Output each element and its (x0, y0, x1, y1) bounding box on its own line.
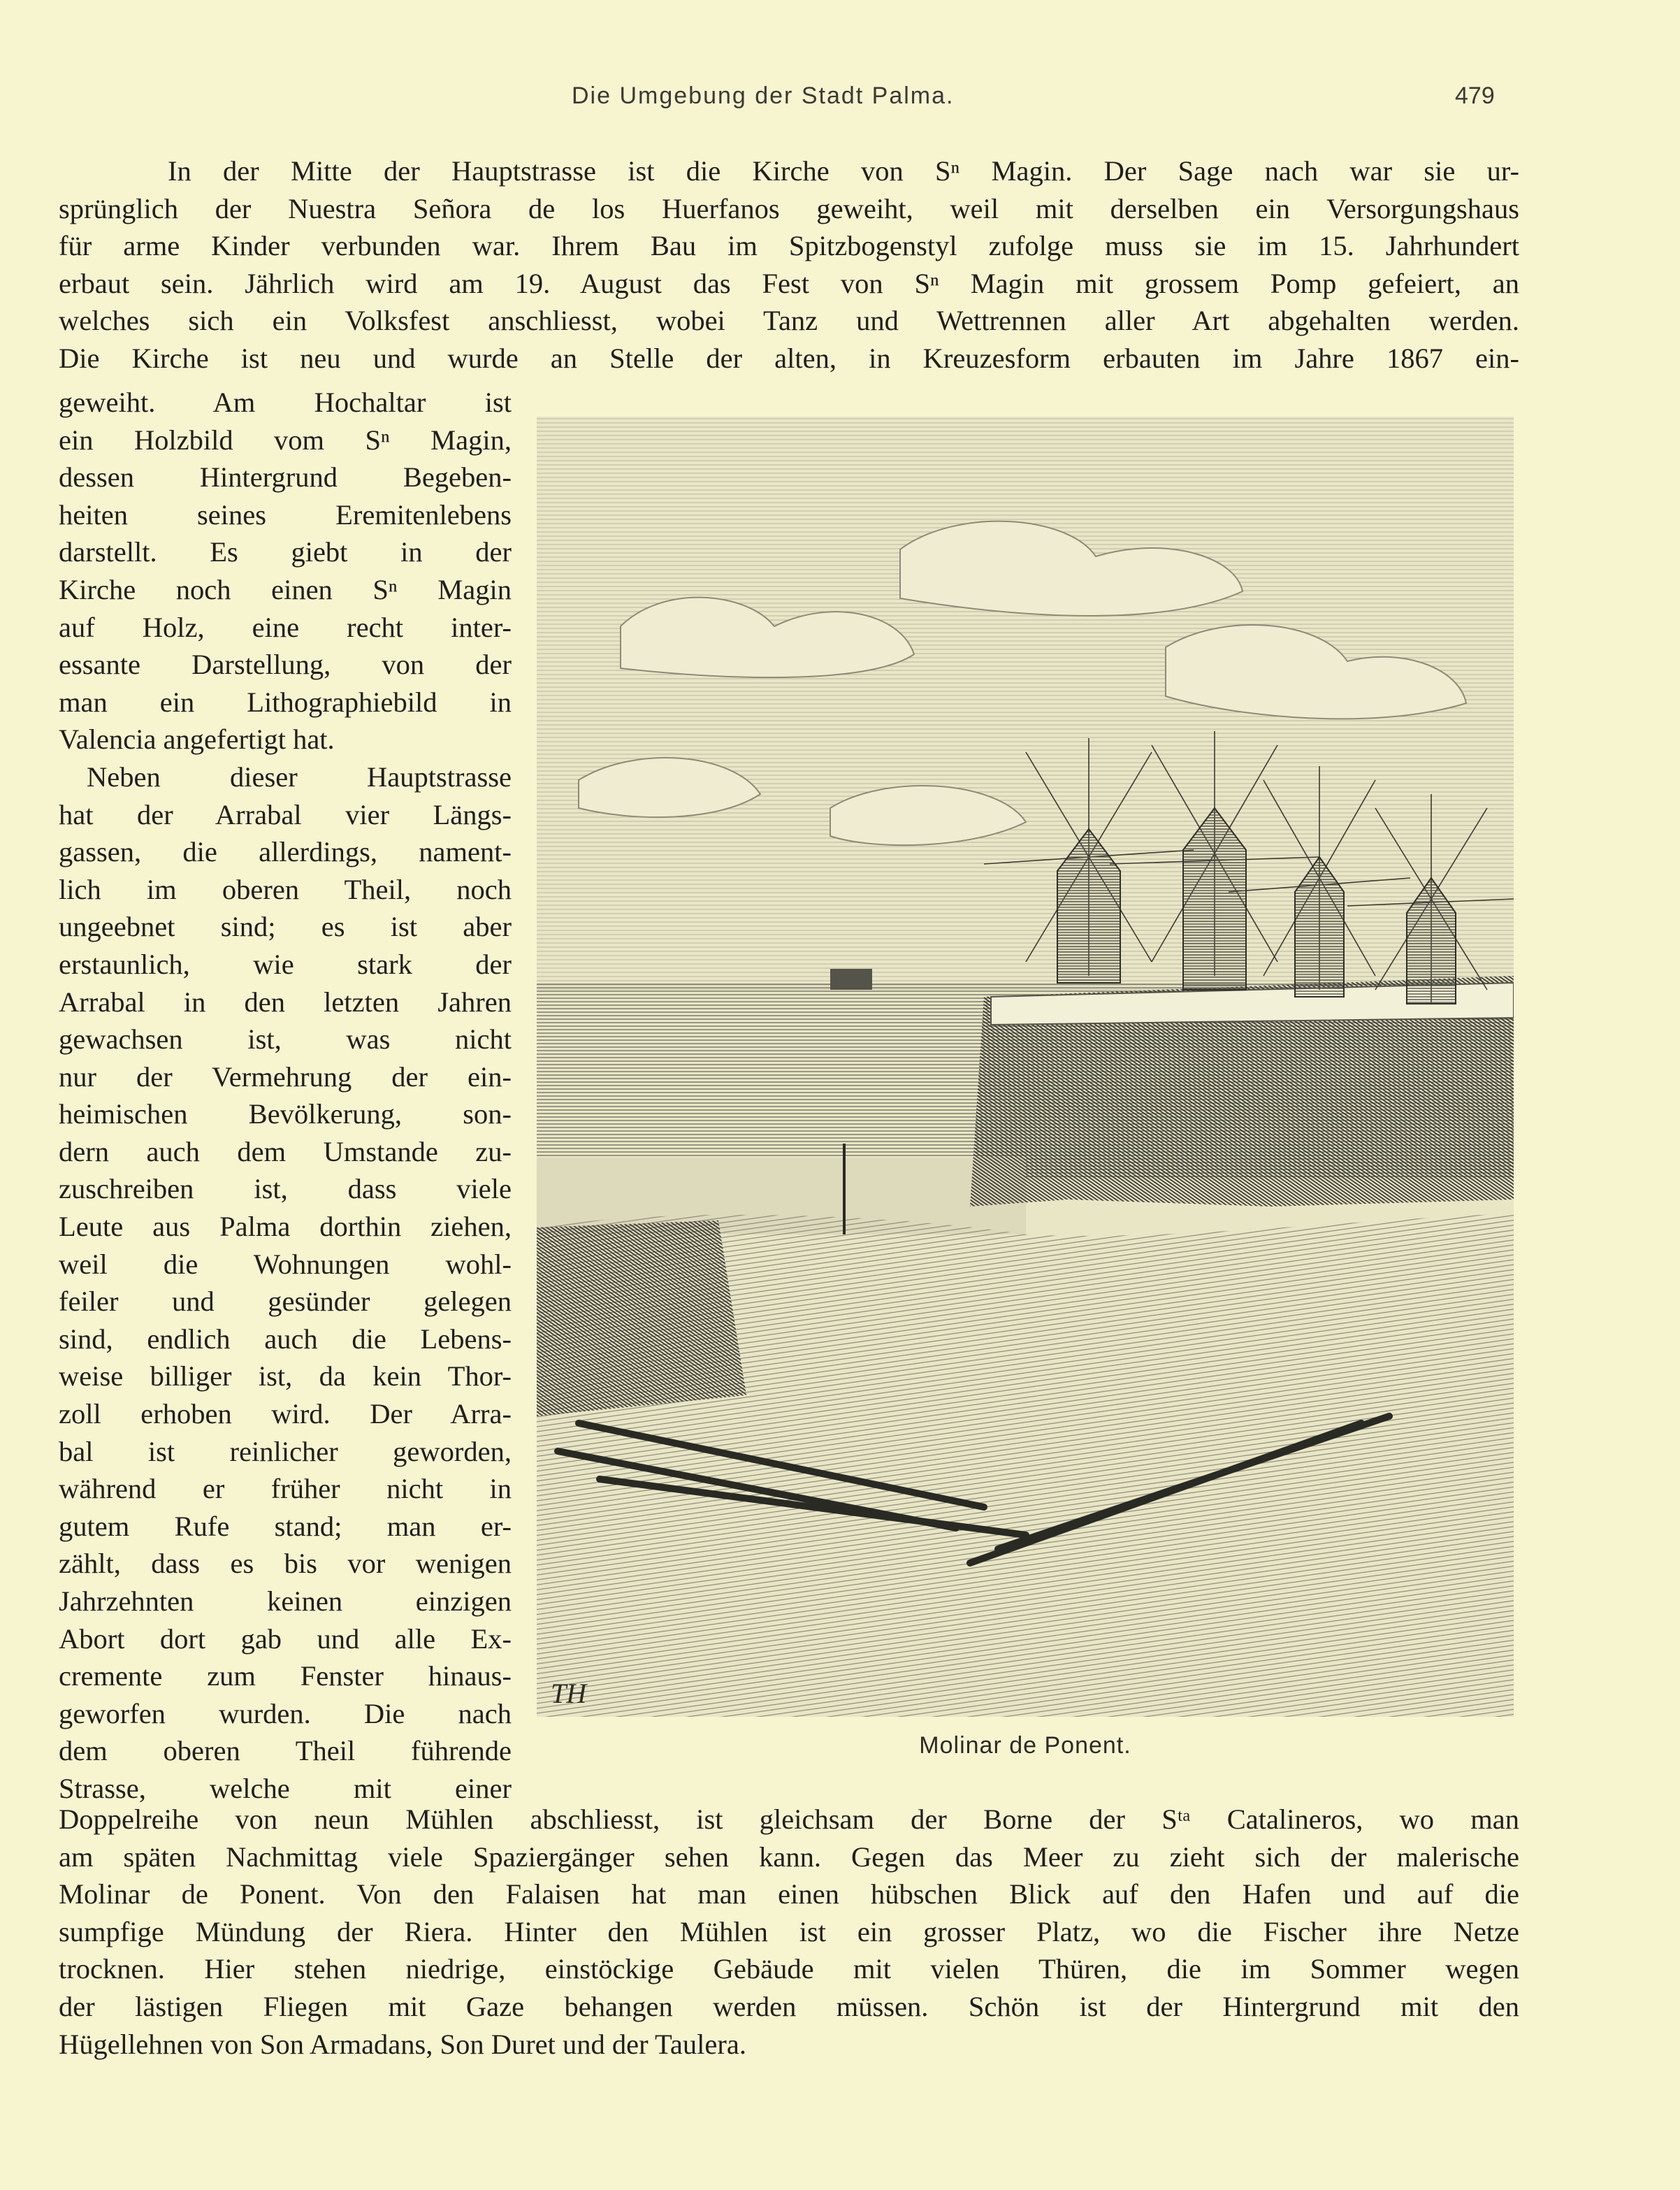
windmills-engraving (537, 417, 1514, 1717)
text-line: trocknen. Hier stehen niedrige, einstöckige Gebäude mit vielen Thüren, die im Sommer wegen (59, 1953, 1519, 1985)
text-line: heimischen Bevölkerung, son- (59, 1098, 512, 1130)
text-line: sumpfige Mündung der Riera. Hinter den Mühlen ist ein grosser Platz, wo die Fischer ihre Netze (59, 1915, 1519, 1947)
text-line: ungeebnet sind; es ist aber (59, 911, 512, 943)
text-line: gutem Rufe stand; man er- (59, 1510, 512, 1542)
text-line: weil die Wohnungen wohl- (59, 1248, 512, 1280)
text-line: In der Mitte der Hauptstrasse ist die Kirche von Sⁿ Magin. Der Sage nach war sie ur- (168, 155, 1519, 187)
text-line: zählt, dass es bis vor wenigen (59, 1548, 512, 1580)
text-line: Leute aus Palma dorthin ziehen, (59, 1211, 512, 1243)
text-line: erbaut sein. Jährlich wird am 19. August das Fest von Sⁿ Magin mit grossem Pomp gefeiert, an (59, 267, 1519, 299)
text-line: hat der Arrabal vier Längs- (59, 798, 512, 830)
text-line: Strasse, welche mit einer (59, 1772, 512, 1804)
text-line: dern auch dem Umstande zu- (59, 1135, 512, 1167)
distant-castle (830, 969, 872, 990)
text-line: sind, endlich auch die Lebens- (59, 1323, 512, 1355)
text-line: Doppelreihe von neun Mühlen abschliesst, ist gleichsam der Borne der Sᵗᵃ Catalineros, wo man (59, 1803, 1519, 1835)
text-line: man ein Lithographiebild in (59, 686, 512, 718)
page-number: 479 (1455, 82, 1495, 109)
engraving-figure (537, 417, 1514, 1717)
engraver-signature: TH (551, 1678, 587, 1709)
text-line: Jahrzehnten keinen einzigen (59, 1585, 512, 1617)
text-line: gewachsen ist, was nicht (59, 1023, 512, 1056)
text-line: weise billiger ist, da kein Thor- (59, 1360, 512, 1392)
text-line: ein Holzbild vom Sⁿ Magin, (59, 424, 512, 456)
text-line: dessen Hintergrund Begeben- (59, 461, 512, 494)
text-line: erstaunlich, wie stark der (59, 948, 512, 980)
text-line: Molinar de Ponent. Von den Falaisen hat man einen hübschen Blick auf den Hafen und auf die (59, 1878, 1519, 1910)
running-title: Die Umgebung der Stadt Palma. (572, 82, 955, 109)
text-line: der lästigen Fliegen mit Gaze behangen werden müssen. Schön ist der Hintergrund mit den (59, 1990, 1519, 2022)
text-line: darstellt. Es giebt in der (59, 536, 512, 568)
text-line: feiler und gesünder gelegen (59, 1285, 512, 1318)
left-wall (537, 1220, 746, 1416)
text-line: geworfen wurden. Die nach (59, 1697, 512, 1729)
text-line: am späten Nachmittag viele Spaziergänger sehen kann. Gegen das Meer zu zieht sich der malerische (59, 1840, 1519, 1873)
text-line: nur der Vermehrung der ein- (59, 1060, 512, 1093)
text-line: auf Holz, eine recht inter- (59, 611, 512, 643)
paragraph-top (59, 152, 1519, 377)
text-line: Abort dort gab und alle Ex- (59, 1622, 512, 1655)
text-line: sprünglich der Nuestra Señora de los Huerfanos geweiht, weil mit derselben ein Versorgungshaus (59, 192, 1519, 224)
left-column-text (59, 384, 512, 1808)
text-line: während er früher nicht in (59, 1473, 512, 1505)
text-line: für arme Kinder verbunden war. Ihrem Bau im Spitzbogenstyl zufolge muss sie im 15. Jahrhundert (59, 230, 1519, 262)
running-head (0, 82, 1680, 117)
text-line: gassen, die allerdings, nament- (59, 836, 512, 868)
text-line: Neben dieser Hauptstrasse (87, 761, 512, 793)
text-line: bal ist reinlicher geworden, (59, 1435, 512, 1467)
text-line: essante Darstellung, von der (59, 649, 512, 681)
text-line: dem oberen Theil führende (59, 1735, 512, 1767)
text-line: Valencia angefertigt hat. (59, 723, 335, 756)
text-line: zuschreiben ist, dass viele (59, 1173, 512, 1205)
text-line: cremente zum Fenster hinaus- (59, 1660, 512, 1692)
text-line: geweiht. Am Hochaltar ist (59, 387, 512, 418)
text-line: welches sich ein Volksfest anschliesst, wobei Tanz und Wettrennen aller Art abgehalten werden. (59, 305, 1519, 337)
text-line: Kirche noch einen Sⁿ Magin (59, 573, 512, 605)
text-line: Die Kirche ist neu und wurde an Stelle der alten, in Kreuzesform erbauten im Jahre 1867 ein- (59, 342, 1519, 374)
text-line: Hügellehnen von Son Armadans, Son Duret und der Taulera. (59, 2028, 746, 2060)
text-line: lich im oberen Theil, noch (59, 873, 512, 905)
paragraph-bottom (59, 1801, 1519, 2063)
figure-caption: Molinar de Ponent. (919, 1732, 1131, 1759)
text-line: Arrabal in den letzten Jahren (59, 986, 512, 1018)
text-line: heiten seines Eremitenlebens (59, 498, 512, 531)
text-line: zoll erhoben wird. Der Arra- (59, 1398, 512, 1430)
